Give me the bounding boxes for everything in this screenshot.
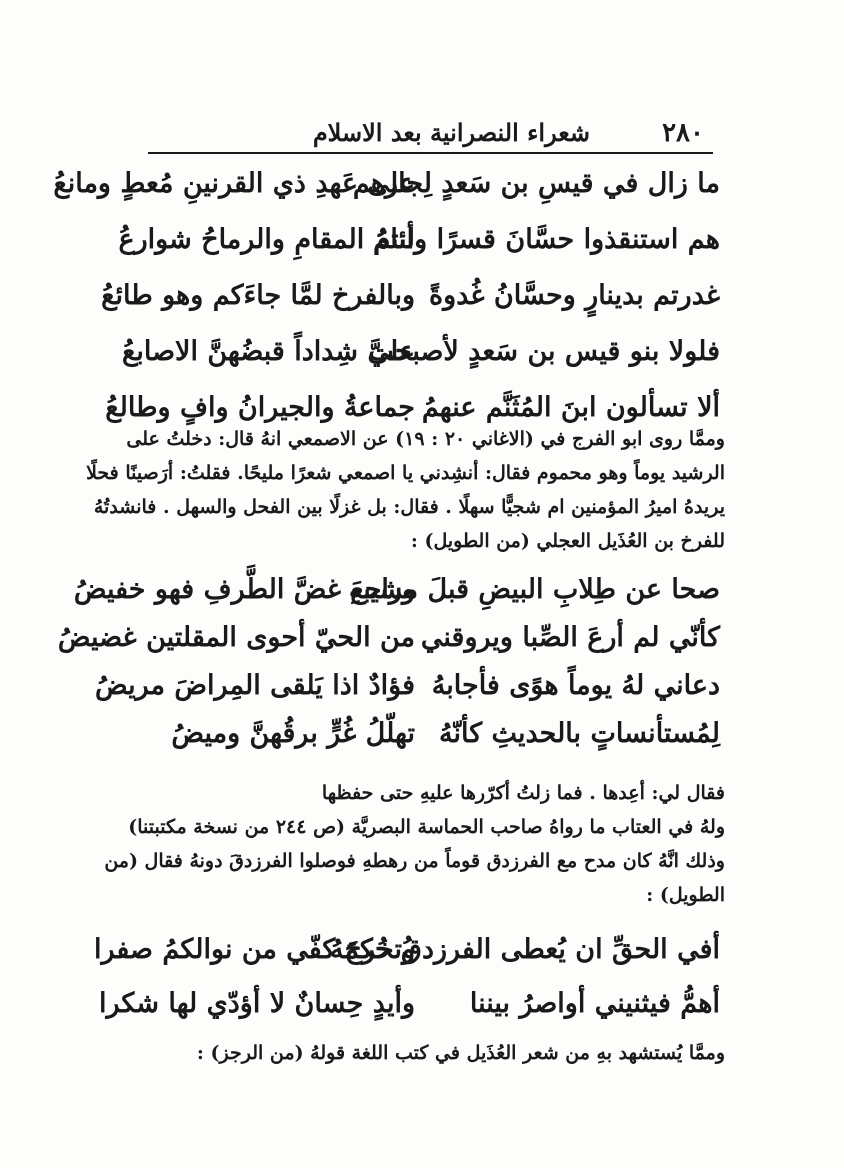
verse-hemistich-second: من الحيّ أحوى المقلتين غضيضُ	[57, 622, 415, 653]
verse-hemistich-first: دعاني لهُ يوماً هوًى فأجابهُ	[431, 670, 720, 701]
verse-hemistich-second: لئامُ المقامِ والرماحُ شوارعُ	[118, 224, 415, 255]
verse	[118, 224, 720, 280]
prose-line: للفرخ بن العُذَيل العجلي (من الطويل) :	[410, 530, 725, 552]
verse	[122, 336, 720, 392]
verse-hemistich-second: وبالفرخ لمَّا جاءَكم وهو طائعُ	[101, 280, 415, 311]
verse-hemistich-second: وأيدٍ حِسانٌ لا أؤدّي لها شكرا	[99, 988, 415, 1019]
prose-line: الطويل) :	[646, 884, 725, 906]
prose-paragraph-3	[150, 1036, 725, 1070]
verse-hemistich-first: أفي الحقِّ ان يُعطى الفرزدقُ حُكمَهُ	[329, 934, 720, 965]
verse	[95, 670, 720, 718]
verse	[73, 574, 720, 622]
page-number: ٢٨٠	[662, 118, 704, 148]
verse	[101, 280, 720, 336]
verse-block-2	[57, 574, 720, 766]
verse-hemistich-first: ألا تسألون ابنَ المُثَنَّم عنهمُ	[421, 392, 720, 423]
verse-hemistich-second: على عَهدِ ذي القرنينِ مُعطٍ ومانعُ	[53, 168, 415, 199]
verse-block-3	[94, 934, 720, 1042]
verse-hemistich-first: صحا عن طِلابِ البيضِ قبلَ مشيبهِ	[348, 574, 720, 605]
verse-hemistich-first: كأنّي لم أرعَ الصِّبا ويروقني	[420, 622, 720, 653]
verse-hemistich-second: وراجعَ غضَّ الطَّرفِ فهو خفيضُ	[73, 574, 415, 605]
verse-hemistich-first: ما زال في قيسِ بن سَعدٍ لِجارهم	[352, 168, 720, 199]
verse-hemistich-first: غدرتم بدينارٍ وحسَّانُ غُدوةً	[429, 280, 720, 311]
prose-paragraph-2	[104, 776, 725, 912]
verse	[94, 934, 720, 988]
verse	[57, 622, 720, 670]
verse-hemistich-second: وتخرجَ كفّي من نوالكمُ صفرا	[94, 934, 415, 965]
verse-hemistich-first: فلولا بنو قيس بن سَعدٍ لأصبحت	[368, 336, 720, 367]
prose-line: وممَّا روى ابو الفرج في (الاغاني ٢٠ : ١٩) عن الاصمعي انهُ قال: دخلتُ على	[126, 428, 725, 450]
verse	[53, 168, 720, 224]
page-header	[150, 112, 710, 152]
verse	[99, 988, 720, 1042]
verse-hemistich-first: لِمُستأنساتٍ بالحديثِ كأنّهُ	[438, 718, 720, 749]
prose-line: ولهُ في العتاب ما رواهُ صاحب الحماسة البصريَّة (ص ٢٤٤ من نسخة مكتبتنا)	[128, 816, 725, 838]
verse-hemistich-first: أهمُّ فيثنيني أواصرُ بيننا	[469, 988, 720, 1019]
verse-block-1	[53, 168, 720, 448]
verse-hemistich-second: فؤادٌ اذا يَلقى المِراضَ مريضُ	[95, 670, 415, 701]
prose-line: وممَّا يُستشهد بهِ من شعر العُذَيل في كتب اللغة قولهُ (من الرجز) :	[196, 1042, 725, 1064]
verse-hemistich-second: تهلّلُ غُرٍّ برقُهنَّ وميضُ	[171, 718, 415, 749]
prose-line: الرشيد يوماً وهو محموم فقال: أنشِدني يا اصمعي شعرًا مليحًا. فقلتُ: أرَصينًا فحلًا	[86, 462, 725, 484]
verse	[130, 718, 720, 766]
header-rule	[148, 152, 713, 154]
prose-line: وذلك انَّهُ كان مدح مع الفرزدق قوماً من رهطهِ فوصلوا الفرزدقَ دونهُ فقال (من	[104, 850, 725, 872]
verse-hemistich-second: عليَّ شِداداً قبضُهنَّ الاصابعُ	[122, 336, 415, 367]
prose-line: يريدهُ اميرُ المؤمنين ام شجيًّا سهلًا . فقال: بل غزلًا بين الفحل والسهل . فانشدتُهُ	[93, 496, 725, 518]
prose-line: فقال لي: أعِدها . فما زلتُ أكرّرها عليهِ حتى حفظها	[321, 782, 725, 804]
verse-hemistich-first: هم استنقذوا حسَّانَ قسرًا وأنتمُ	[373, 224, 720, 255]
running-title: شعراء النصرانية بعد الاسلام	[312, 118, 590, 147]
prose-paragraph-1	[86, 422, 725, 558]
verse-hemistich-second: جماعةُ والجيرانُ وافٍ وطالعُ	[105, 392, 415, 423]
